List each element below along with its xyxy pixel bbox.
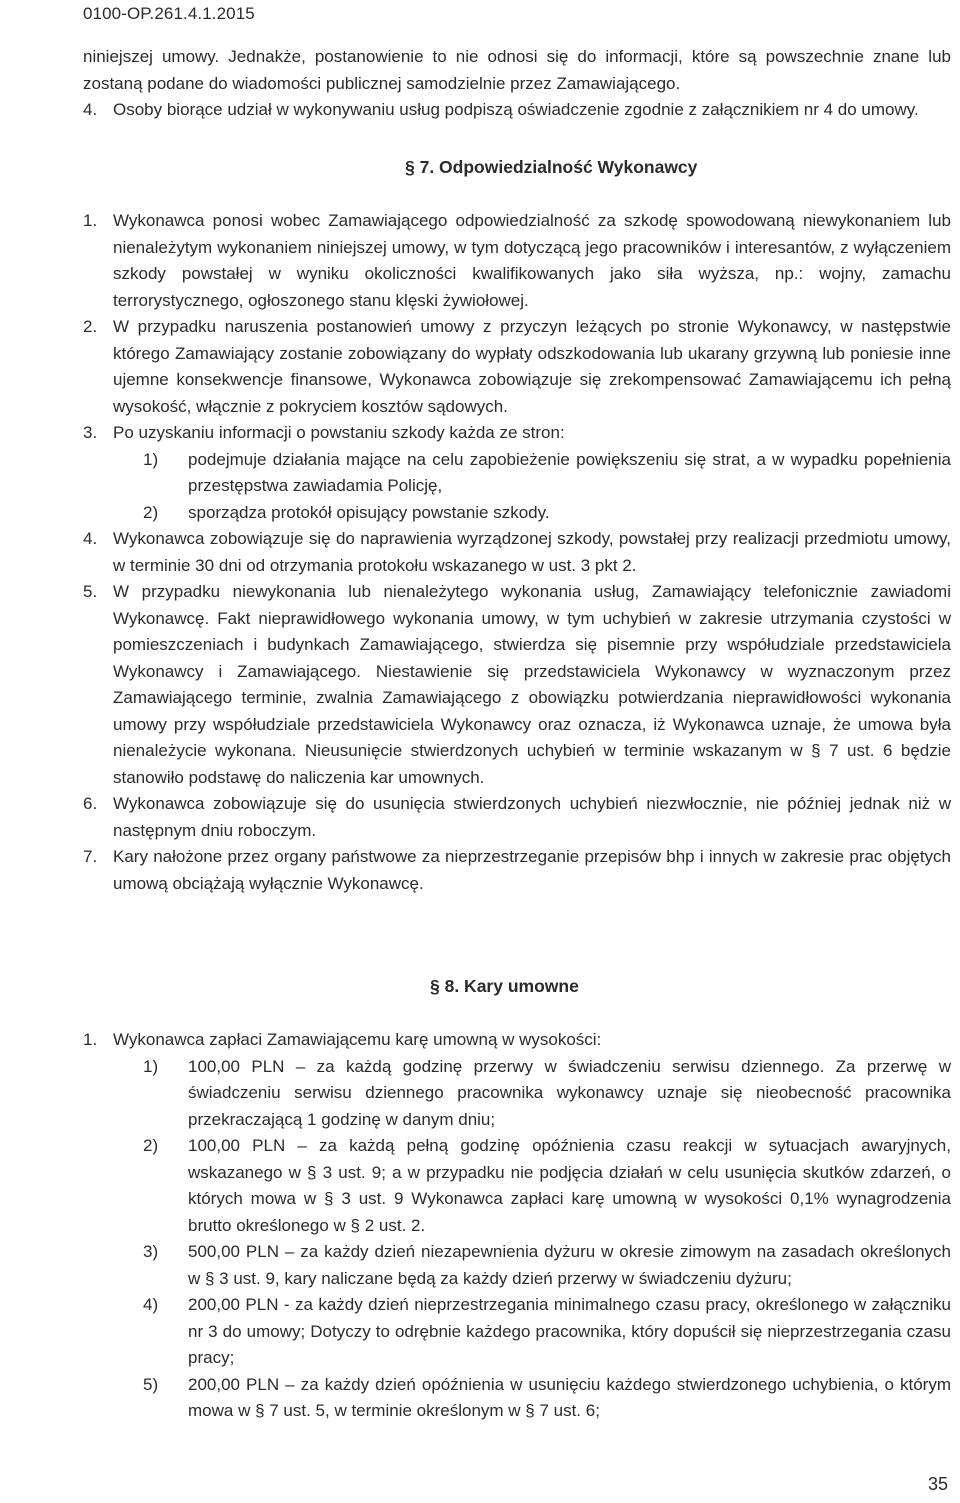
sub-item-number: 2) <box>143 1136 159 1155</box>
sub-item-number: 5) <box>143 1374 159 1394</box>
section-7-item-4 <box>83 526 951 579</box>
item-text: Osoby biorące udział w wykonywaniu usług podpiszą oświadczenie zgodnie z załącznikiem nr 4 do umowy. <box>113 100 919 119</box>
section-7-item-3 <box>83 420 951 447</box>
sub-item-number: 4) <box>143 1295 159 1314</box>
section-7-item-6 <box>83 791 951 844</box>
item-number: 3. <box>83 423 98 442</box>
sub-item-text: 100,00 PLN – za każdą godzinę przerwy w świadczeniu serwisu dziennego. Za przerwę w świadczeniu serwisu dziennego pracownika wykonawcy uznaje się nieobecność pracownika przekraczającą 1 godzinę w danym dniu; <box>188 1056 951 1129</box>
section-7-item-5 <box>83 579 951 791</box>
item-text: Wykonawca ponosi wobec Zamawiającego odpowiedzialność za szkodę spowodowaną niewykonaniem lub nienależytym wykonaniem niniejszej umowy, w tym dotyczącą jego pracowników i interesantów, z wyłączeniem szkody powstałej w wyniku okoliczności kwalifikowanych jako siła wyższa, np.: wojny, zamachu terrorystycznego, ogłoszonego stanu klęski żywiołowej. <box>113 211 951 310</box>
page-number: 35 <box>927 1473 948 1494</box>
item-text: Wykonawca zobowiązuje się do naprawienia wyrządzonej szkody, powstałej przy realizacji przedmiotu umowy, w terminie 30 dni od otrzymania protokołu wskazanego w ust. 3 pkt 2. <box>113 529 951 575</box>
sub-item-number: 3) <box>143 1242 159 1261</box>
section-8-body <box>83 1027 951 1425</box>
section-7-body <box>83 208 951 897</box>
section-8-sub-2 <box>143 1133 951 1239</box>
item-text: W przypadku niewykonania lub nienależytego wykonania usług, Zamawiający telefonicznie zawiadomi Wykonawcę. Fakt nieprawidłowego wykonania umowy, w tym uchybień w zakresie utrzymania czystości w pomieszczeniach i budynkach Zamawiającego, stwierdza się pisemnie przy współudziale przedstawiciela Wykonawcy i Zamawiającego. Niestawienie się przedstawiciela Wykonawcy w wyznaczonym przez Zamawiającego terminie, zwalnia Zamawiającego z obowiązku potwierdzania nieprawidłowości wykonania umowy przy współudziale przedstawiciela Wykonawcy oraz oznacza, iż Wykonawca uznaje, że umowa była nienależycie wykonana. Nieusunięcie stwierdzonych uchybień w terminie wskazanym w § 7 ust. 6 będzie stanowiło podstawę do naliczenia kar umownych. <box>113 582 951 787</box>
item-text: Po uzyskaniu informacji o powstaniu szkody każda ze stron: <box>113 423 565 442</box>
sub-item-number: 1) <box>143 449 159 469</box>
sub-item-text: 200,00 PLN – za każdy dzień opóźnienia w usunięciu każdego stwierdzonego uchybienia, o którym mowa w § 7 ust. 5, w terminie określonym w § 7 ust. 6; <box>188 1374 951 1420</box>
sub-item-text: sporządza protokół opisujący powstanie szkody. <box>188 502 550 522</box>
section-8-heading: § 8. Kary umowne <box>430 976 579 996</box>
top-item-4 <box>83 97 951 124</box>
sub-item-number: 1) <box>143 1056 159 1076</box>
section-7-heading: § 7. Odpowiedzialność Wykonawcy <box>405 157 698 177</box>
item-number: 4. <box>83 529 98 548</box>
sub-item-number: 2) <box>143 502 159 522</box>
section-7-item-7 <box>83 844 951 897</box>
section-8-sub-3 <box>143 1239 951 1292</box>
section-8-sub-5 <box>143 1372 951 1425</box>
section-7-item-3-sub-1 <box>143 447 951 500</box>
top-continuation-block <box>83 44 951 124</box>
item-number: 1. <box>83 1030 98 1049</box>
sub-item-text: 100,00 PLN – za każdą pełną godzinę opóźnienia czasu reakcji w sytuacjach awaryjnych, wskazanego w § 3 ust. 9; a w przypadku nie podjęcia działań w celu usunięcia skutków zdarzeń, o których mowa w § 3 ust. 9 Wykonawca zapłaci karę umowną w wysokości 0,1% wynagrodzenia brutto określonego w § 2 ust. 2. <box>188 1136 951 1235</box>
item-number: 7. <box>83 847 98 866</box>
item-text: Wykonawca zapłaci Zamawiającemu karę umowną w wysokości: <box>113 1030 602 1049</box>
sub-item-text: 200,00 PLN - za każdy dzień nieprzestrzegania minimalnego czasu pracy, określonego w załączniku nr 3 do umowy; Dotyczy to odrębnie każdego pracownika, który dopuścił się nieprzestrzegania czasu pracy; <box>188 1295 951 1367</box>
item-number: 2. <box>83 317 98 336</box>
item-number: 1. <box>83 211 98 230</box>
section-7-item-3-sub-2 <box>143 500 951 527</box>
sub-item-text: 500,00 PLN – za każdy dzień niezapewnienia dyżuru w okresie zimowym na zasadach określonych w § 3 ust. 9, kary naliczane będą za każdy dzień przerwy w świadczeniu dyżuru; <box>188 1242 951 1288</box>
item-text: Kary nałożone przez organy państwowe za nieprzestrzeganie przepisów bhp i innych w zakresie prac objętych umową obciążają wyłącznie Wykonawcę. <box>113 847 951 893</box>
section-8-sub-1 <box>143 1054 951 1134</box>
item-number: 5. <box>83 582 98 601</box>
section-8-item-1 <box>83 1027 951 1054</box>
item-text: Wykonawca zobowiązuje się do usunięcia stwierdzonych uchybień niezwłocznie, nie później jednak niż w następnym dniu roboczym. <box>113 794 951 840</box>
item-number: 4. <box>83 100 98 119</box>
item-text: W przypadku naruszenia postanowień umowy z przyczyn leżących po stronie Wykonawcy, w następstwie którego Zamawiający zostanie zobowiązany do wypłaty odszkodowania lub ukarany grzywną lub poniesie inne ujemne konsekwencje finansowe, Wykonawca zobowiązuje się zrekompensować Zamawiającemu ich pełną wysokość, włącznie z pokryciem kosztów sądowych. <box>113 317 951 416</box>
sub-item-text: podejmuje działania mające na celu zapobieżenie powiększeniu się strat, a w wypadku popełnienia przestępstwa zawiadamia Policję, <box>188 449 951 495</box>
section-8-sub-4 <box>143 1292 951 1372</box>
item-number: 6. <box>83 794 98 813</box>
section-7-item-1 <box>83 208 951 314</box>
continuation-paragraph: niniejszej umowy. Jednakże, postanowienie to nie odnosi się do informacji, które są powszechnie znane lub zostaną podane do wiadomości publicznej samodzielnie przez Zamawiającego. <box>83 47 951 93</box>
document-reference-number: 0100-OP.261.4.1.2015 <box>83 4 255 23</box>
section-7-item-2 <box>83 314 951 420</box>
